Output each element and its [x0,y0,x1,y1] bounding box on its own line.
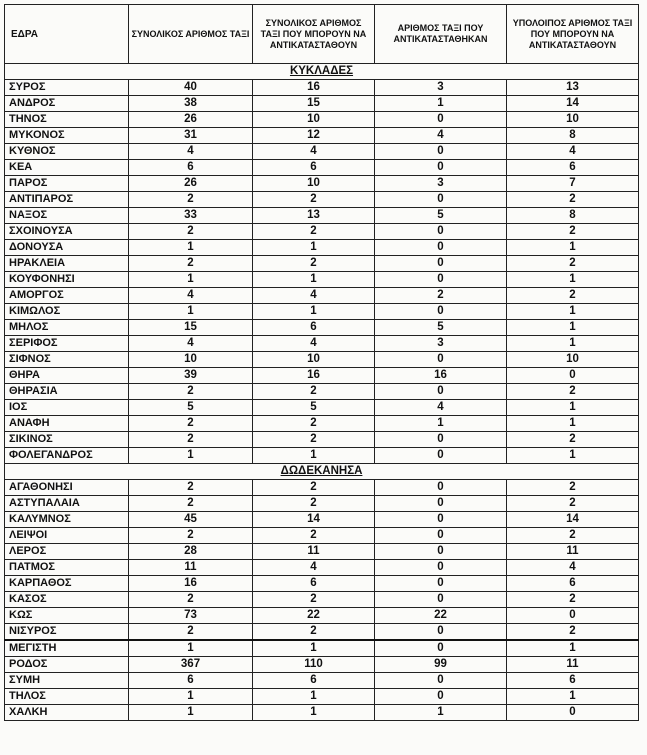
cell-location: ΣΕΡΙΦΟΣ [5,336,129,352]
cell-location: ΘΗΡΑ [5,368,129,384]
cell-total: 2 [129,496,253,512]
cell-remaining: 10 [507,112,639,128]
cell-location: ΛΕΙΨΟΙ [5,528,129,544]
table-row [5,705,639,721]
table-row [5,432,639,448]
cell-replaceable: 2 [253,432,375,448]
cell-location: ΣΥΡΟΣ [5,80,129,96]
table-row [5,576,639,592]
cell-location: ΚΙΜΩΛΟΣ [5,304,129,320]
cell-total: 2 [129,224,253,240]
cell-total: 2 [129,592,253,608]
cell-replaceable: 110 [253,657,375,673]
cell-remaining: 1 [507,304,639,320]
cell-total: 1 [129,304,253,320]
cell-remaining: 2 [507,624,639,641]
cell-remaining: 1 [507,272,639,288]
cell-remaining: 4 [507,144,639,160]
cell-location: ΚΟΥΦΟΝΗΣΙ [5,272,129,288]
cell-total: 2 [129,384,253,400]
table-row [5,448,639,464]
cell-location: ΠΑΡΟΣ [5,176,129,192]
table-row [5,512,639,528]
cell-replaced: 0 [375,544,507,560]
section-title: ΔΩΔΕΚΑΝΗΣΑ [5,464,639,480]
cell-replaced: 0 [375,384,507,400]
cell-location: ΡΟΔΟΣ [5,657,129,673]
cell-replaced: 0 [375,192,507,208]
cell-replaceable: 22 [253,608,375,624]
cell-replaced: 0 [375,272,507,288]
cell-replaceable: 4 [253,144,375,160]
cell-remaining: 8 [507,208,639,224]
cell-location: ΦΟΛΕΓΑΝΔΡΟΣ [5,448,129,464]
cell-replaced: 5 [375,208,507,224]
cell-remaining: 6 [507,576,639,592]
cell-replaceable: 2 [253,528,375,544]
table-row [5,528,639,544]
table-row [5,657,639,673]
header-replaceable-taxis: ΣΥΝΟΛΙΚΟΣ ΑΡΙΘΜΟΣ ΤΑΞΙ ΠΟΥ ΜΠΟΡΟΥΝ ΝΑ ΑΝΤΙΚΑΤΑΣΤΑΘΟΥΝ [253,5,375,64]
cell-total: 10 [129,352,253,368]
cell-replaceable: 11 [253,544,375,560]
cell-remaining: 1 [507,689,639,705]
cell-replaced: 99 [375,657,507,673]
cell-replaceable: 10 [253,176,375,192]
cell-location: ΚΑΛΥΜΝΟΣ [5,512,129,528]
table-row [5,80,639,96]
cell-total: 2 [129,416,253,432]
cell-replaced: 0 [375,480,507,496]
cell-total: 33 [129,208,253,224]
table-row [5,112,639,128]
cell-replaced: 0 [375,496,507,512]
cell-replaceable: 13 [253,208,375,224]
table-row [5,480,639,496]
cell-remaining: 14 [507,96,639,112]
cell-replaced: 3 [375,176,507,192]
cell-location: ΝΙΣΥΡΟΣ [5,624,129,641]
table-row [5,96,639,112]
cell-location: ΘΗΡΑΣΙΑ [5,384,129,400]
cell-replaced: 5 [375,320,507,336]
table-row [5,560,639,576]
cell-location: ΛΕΡΟΣ [5,544,129,560]
cell-total: 4 [129,336,253,352]
cell-replaceable: 1 [253,304,375,320]
table-row [5,256,639,272]
cell-remaining: 2 [507,192,639,208]
document-page [4,4,638,721]
cell-remaining: 1 [507,448,639,464]
cell-replaced: 0 [375,640,507,657]
cell-location: ΣΙΦΝΟΣ [5,352,129,368]
cell-replaceable: 1 [253,705,375,721]
header-replaced-taxis: ΑΡΙΘΜΟΣ ΤΑΞΙ ΠΟΥ ΑΝΤΙΚΑΤΑΣΤΑΘΗΚΑΝ [375,5,507,64]
cell-replaced: 3 [375,80,507,96]
cell-replaced: 0 [375,689,507,705]
cell-location: ΚΩΣ [5,608,129,624]
cell-remaining: 11 [507,544,639,560]
cell-replaceable: 10 [253,352,375,368]
cell-replaced: 2 [375,288,507,304]
cell-remaining: 1 [507,416,639,432]
cell-location: ΜΥΚΟΝΟΣ [5,128,129,144]
cell-replaceable: 6 [253,160,375,176]
cell-location: ΤΗΛΟΣ [5,689,129,705]
cell-replaceable: 2 [253,256,375,272]
cell-remaining: 2 [507,432,639,448]
cell-replaced: 1 [375,705,507,721]
cell-remaining: 0 [507,608,639,624]
cell-total: 6 [129,160,253,176]
cell-total: 2 [129,480,253,496]
cell-replaced: 0 [375,448,507,464]
section-title: ΚΥΚΛΑΔΕΣ [5,64,639,80]
cell-total: 2 [129,624,253,641]
table-row [5,689,639,705]
cell-replaceable: 2 [253,480,375,496]
table-row [5,624,639,641]
cell-replaceable: 2 [253,416,375,432]
table-row [5,208,639,224]
table-row [5,384,639,400]
cell-total: 15 [129,320,253,336]
cell-remaining: 2 [507,480,639,496]
cell-location: ΑΝΑΦΗ [5,416,129,432]
cell-total: 1 [129,640,253,657]
cell-total: 16 [129,576,253,592]
cell-total: 1 [129,240,253,256]
cell-location: ΤΗΝΟΣ [5,112,129,128]
cell-remaining: 2 [507,288,639,304]
cell-remaining: 2 [507,528,639,544]
cell-replaced: 0 [375,256,507,272]
cell-replaced: 0 [375,512,507,528]
cell-replaceable: 4 [253,336,375,352]
cell-remaining: 2 [507,224,639,240]
cell-total: 26 [129,112,253,128]
cell-replaceable: 4 [253,560,375,576]
table-row [5,224,639,240]
cell-replaced: 4 [375,128,507,144]
cell-replaceable: 4 [253,288,375,304]
table-body [5,64,639,721]
table-row [5,160,639,176]
cell-location: ΜΕΓΙΣΤΗ [5,640,129,657]
cell-replaceable: 1 [253,448,375,464]
cell-remaining: 1 [507,320,639,336]
table-row [5,496,639,512]
cell-remaining: 2 [507,256,639,272]
cell-replaceable: 2 [253,192,375,208]
cell-replaced: 0 [375,576,507,592]
table-row [5,128,639,144]
cell-replaced: 0 [375,624,507,641]
cell-replaced: 0 [375,592,507,608]
cell-remaining: 13 [507,80,639,96]
cell-location: ΚΥΘΝΟΣ [5,144,129,160]
table-row [5,544,639,560]
cell-replaceable: 2 [253,224,375,240]
table-row [5,640,639,657]
table-row [5,192,639,208]
cell-remaining: 2 [507,592,639,608]
cell-total: 1 [129,689,253,705]
cell-location: ΑΝΔΡΟΣ [5,96,129,112]
cell-total: 45 [129,512,253,528]
cell-total: 4 [129,288,253,304]
cell-replaced: 1 [375,416,507,432]
cell-remaining: 6 [507,673,639,689]
cell-replaced: 0 [375,528,507,544]
cell-total: 73 [129,608,253,624]
cell-location: ΝΑΞΟΣ [5,208,129,224]
cell-replaced: 0 [375,112,507,128]
cell-remaining: 14 [507,512,639,528]
cell-replaceable: 2 [253,496,375,512]
cell-total: 2 [129,192,253,208]
cell-total: 39 [129,368,253,384]
cell-location: ΑΣΤΥΠΑΛΑΙΑ [5,496,129,512]
cell-replaced: 0 [375,673,507,689]
table-row [5,608,639,624]
section-header-row [5,464,639,480]
cell-location: ΣΥΜΗ [5,673,129,689]
cell-remaining: 1 [507,400,639,416]
cell-replaceable: 15 [253,96,375,112]
cell-replaceable: 2 [253,384,375,400]
table-row [5,352,639,368]
cell-location: ΚΑΡΠΑΘΟΣ [5,576,129,592]
cell-total: 1 [129,272,253,288]
table-row [5,400,639,416]
cell-location: ΙΟΣ [5,400,129,416]
cell-replaced: 1 [375,96,507,112]
table-row [5,673,639,689]
cell-replaced: 0 [375,432,507,448]
cell-replaced: 0 [375,352,507,368]
cell-replaced: 3 [375,336,507,352]
table-row [5,320,639,336]
cell-total: 11 [129,560,253,576]
table-row [5,336,639,352]
cell-replaced: 16 [375,368,507,384]
cell-remaining: 11 [507,657,639,673]
cell-total: 26 [129,176,253,192]
cell-remaining: 0 [507,705,639,721]
cell-replaceable: 1 [253,640,375,657]
cell-replaced: 22 [375,608,507,624]
table-row [5,272,639,288]
cell-location: ΔΟΝΟΥΣΑ [5,240,129,256]
cell-total: 38 [129,96,253,112]
cell-location: ΚΑΣΟΣ [5,592,129,608]
cell-total: 6 [129,673,253,689]
cell-remaining: 2 [507,496,639,512]
cell-total: 5 [129,400,253,416]
cell-remaining: 2 [507,384,639,400]
cell-total: 1 [129,448,253,464]
header-total-taxis: ΣΥΝΟΛΙΚΟΣ ΑΡΙΘΜΟΣ ΤΑΞΙ [129,5,253,64]
cell-replaced: 4 [375,400,507,416]
cell-location: ΗΡΑΚΛΕΙΑ [5,256,129,272]
cell-remaining: 1 [507,240,639,256]
cell-replaceable: 1 [253,240,375,256]
table-row [5,416,639,432]
cell-total: 1 [129,705,253,721]
table-row [5,144,639,160]
cell-total: 31 [129,128,253,144]
cell-replaced: 0 [375,304,507,320]
section-header-row [5,64,639,80]
cell-replaced: 0 [375,144,507,160]
cell-replaceable: 6 [253,576,375,592]
table-row [5,592,639,608]
taxi-replacement-table [4,4,639,721]
cell-replaceable: 12 [253,128,375,144]
table-row [5,304,639,320]
cell-total: 2 [129,432,253,448]
cell-location: ΣΧΟΙΝΟΥΣΑ [5,224,129,240]
cell-total: 2 [129,256,253,272]
cell-remaining: 0 [507,368,639,384]
cell-total: 28 [129,544,253,560]
cell-remaining: 10 [507,352,639,368]
cell-replaceable: 1 [253,272,375,288]
cell-replaceable: 2 [253,592,375,608]
table-row [5,288,639,304]
cell-replaced: 0 [375,224,507,240]
cell-replaceable: 1 [253,689,375,705]
cell-remaining: 4 [507,560,639,576]
cell-location: ΧΑΛΚΗ [5,705,129,721]
cell-location: ΜΗΛΟΣ [5,320,129,336]
cell-replaceable: 16 [253,80,375,96]
header-location: ΕΔΡΑ [5,5,129,64]
table-row [5,368,639,384]
cell-replaceable: 10 [253,112,375,128]
cell-remaining: 7 [507,176,639,192]
table-row [5,176,639,192]
cell-location: ΑΓΑΘΟΝΗΣΙ [5,480,129,496]
cell-replaced: 0 [375,240,507,256]
cell-location: ΚΕΑ [5,160,129,176]
cell-replaced: 0 [375,160,507,176]
cell-total: 2 [129,528,253,544]
cell-total: 40 [129,80,253,96]
cell-total: 4 [129,144,253,160]
cell-replaceable: 2 [253,624,375,641]
cell-remaining: 1 [507,640,639,657]
cell-replaced: 0 [375,560,507,576]
cell-replaceable: 6 [253,320,375,336]
cell-location: ΑΝΤΙΠΑΡΟΣ [5,192,129,208]
cell-location: ΠΑΤΜΟΣ [5,560,129,576]
cell-replaceable: 5 [253,400,375,416]
header-remaining-taxis: ΥΠΟΛΟΙΠΟΣ ΑΡΙΘΜΟΣ ΤΑΞΙ ΠΟΥ ΜΠΟΡΟΥΝ ΝΑ ΑΝΤΙΚΑΤΑΣΤΑΘΟΥΝ [507,5,639,64]
cell-remaining: 8 [507,128,639,144]
cell-remaining: 1 [507,336,639,352]
cell-replaceable: 16 [253,368,375,384]
cell-replaceable: 14 [253,512,375,528]
cell-location: ΑΜΟΡΓΟΣ [5,288,129,304]
cell-remaining: 6 [507,160,639,176]
cell-replaceable: 6 [253,673,375,689]
table-row [5,240,639,256]
cell-location: ΣΙΚΙΝΟΣ [5,432,129,448]
cell-total: 367 [129,657,253,673]
table-header [5,5,639,64]
